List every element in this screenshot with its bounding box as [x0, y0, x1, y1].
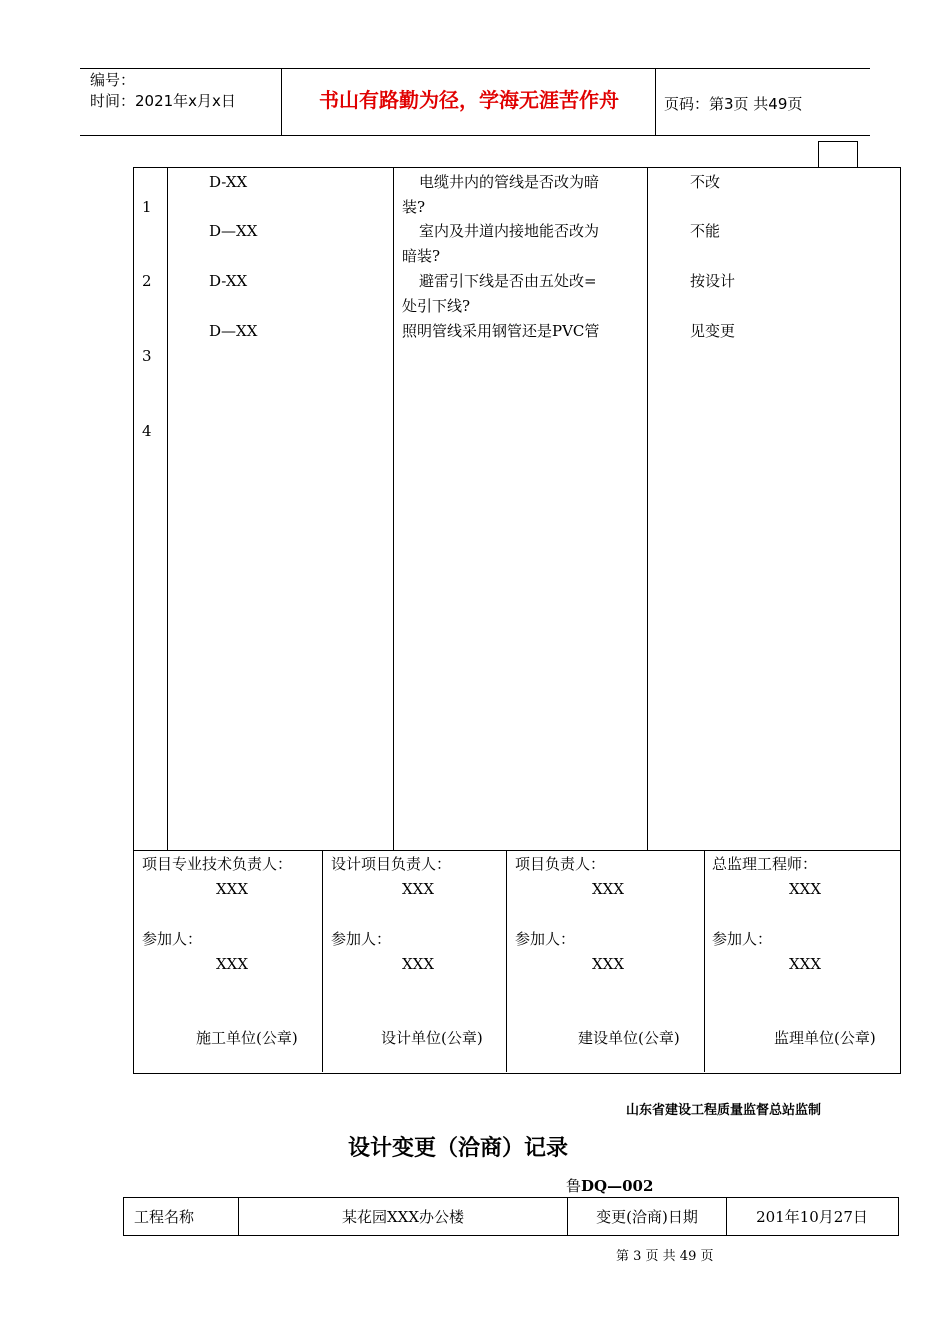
signature-title: 总监理工程师：: [712, 855, 818, 873]
unit-seal-label: 施工单位(公章): [196, 1029, 298, 1047]
participants-label: 参加人：: [515, 930, 576, 948]
change-result: 按设计: [690, 272, 736, 290]
form-title: 设计变更（洽商）记录: [348, 1136, 569, 1161]
participants-label: 参加人：: [331, 930, 392, 948]
participant-name: XXX: [402, 955, 435, 973]
unit-seal-label: 监理单位(公章): [774, 1029, 876, 1047]
form-code-value: DQ—002: [581, 1177, 654, 1195]
change-result: 不能: [690, 222, 721, 240]
change-date-value: 201年10月27日: [756, 1208, 868, 1226]
unit-seal-label: 设计单位(公章): [381, 1029, 483, 1047]
supervision-note: 山东省建设工程质量监督总站监制: [626, 1103, 822, 1118]
change-content-line: 装?: [402, 198, 426, 216]
page-footer: 第 3 页 共 49 页: [616, 1249, 714, 1264]
signature-title: 设计项目负责人：: [331, 855, 452, 873]
signature-name: XXX: [592, 880, 625, 898]
drawing-number: D—XX: [209, 322, 258, 340]
empty-box: [818, 141, 858, 168]
participant-name: XXX: [592, 955, 625, 973]
change-content-line: 暗装?: [402, 247, 441, 265]
signature-name: XXX: [216, 880, 249, 898]
form-code: [566, 1174, 653, 1199]
unit-seal-label: 建设单位(公章): [578, 1029, 680, 1047]
change-date-label: 变更(洽商)日期: [596, 1208, 698, 1226]
row-number: 4: [142, 422, 152, 440]
change-content-line: 处引下线?: [402, 297, 471, 315]
signature-name: XXX: [789, 880, 822, 898]
change-result: 不改: [690, 173, 721, 191]
drawing-number: D—XX: [209, 222, 258, 240]
change-result: 见变更: [690, 322, 736, 340]
drawing-number: D-XX: [209, 272, 248, 290]
signature-name: XXX: [402, 880, 435, 898]
participant-name: XXX: [216, 955, 249, 973]
signature-title: 项目负责人：: [515, 855, 606, 873]
header-motto: 书山有路勤为径，学海无涯苦作舟: [319, 88, 619, 112]
row-number: 2: [142, 272, 152, 290]
doc-time-label: 时间：2021年x月x日: [90, 92, 236, 110]
project-name-label: 工程名称: [134, 1208, 195, 1226]
row-number: 1: [142, 198, 152, 216]
header-page-number: 页码：第3页 共49页: [664, 95, 803, 113]
participants-label: 参加人：: [142, 930, 203, 948]
project-name-value: 某花园XXX办公楼: [341, 1208, 465, 1226]
change-content-line: 照明管线采用钢管还是PVC管: [402, 322, 600, 340]
row-number: 3: [142, 347, 152, 365]
change-content-line: 室内及井道内接地能否改为: [419, 222, 600, 240]
signature-title: 项目专业技术负责人：: [142, 855, 293, 873]
participant-name: XXX: [789, 955, 822, 973]
header-meta: [90, 70, 236, 112]
change-content-line: 避雷引下线是否由五处改=: [419, 272, 597, 290]
doc-number-label: 编号：: [90, 71, 136, 89]
participants-label: 参加人：: [712, 930, 773, 948]
change-content-line: 电缆井内的管线是否改为暗: [419, 173, 600, 191]
form-code-prefix: 鲁: [566, 1177, 582, 1195]
drawing-number: D-XX: [209, 173, 248, 191]
